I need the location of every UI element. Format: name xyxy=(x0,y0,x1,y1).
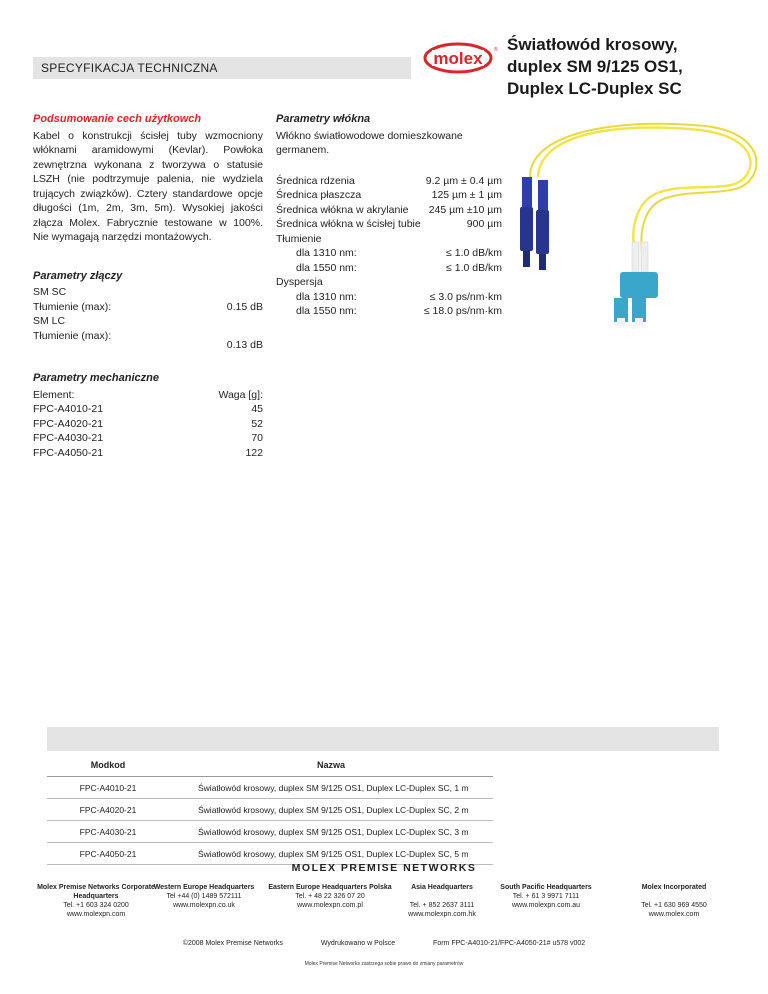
lc-label: SM LC xyxy=(33,315,66,327)
fiber-row xyxy=(276,217,502,232)
fiber-row xyxy=(276,174,502,189)
office-name: South Pacific Headquarters xyxy=(500,884,592,891)
fiber-row xyxy=(276,304,502,319)
param-label: dla 1310 nm: xyxy=(296,290,357,303)
mechanical-title: Parametry mechaniczne xyxy=(33,372,159,384)
param-value: ≤ 1.0 dB/km xyxy=(446,261,502,274)
office-name: Eastern Europe Headquarters Polska xyxy=(268,884,392,891)
office-web[interactable]: www.molexpn.com xyxy=(66,911,126,918)
title-line-3: Duplex LC-Duplex SC xyxy=(507,79,682,98)
sc-loss-value: 0.15 dB xyxy=(226,300,263,313)
spec-bar xyxy=(33,57,411,79)
mech-element: FPC-A4010-21 xyxy=(33,403,104,415)
mech-element: FPC-A4020-21 xyxy=(33,417,104,430)
col-code-header: Modkod xyxy=(47,754,169,777)
mech-weight: 45 xyxy=(251,403,263,415)
office-block xyxy=(382,883,502,919)
param-value: ≤ 18.0 ps/nm·km xyxy=(423,305,502,317)
param-label: Średnica rdzenia xyxy=(276,174,355,187)
parts-table xyxy=(47,754,493,865)
mech-weight: 52 xyxy=(251,417,263,430)
fiber-title: Parametry włókna xyxy=(276,113,371,125)
part-name: Światłowód krosowy, duplex SM 9/125 OS1, Duplex LC-Duplex SC, 1 m xyxy=(169,777,493,799)
title-line-1: Światłowód krosowy, xyxy=(507,35,678,54)
fiber-row xyxy=(276,261,502,276)
mechanical-row xyxy=(33,446,263,461)
param-value: 900 µm xyxy=(466,218,502,230)
office-web[interactable]: www.molexpn.co.uk xyxy=(173,902,235,909)
office-name: Asia Headquarters xyxy=(411,884,473,891)
section-band xyxy=(47,727,719,751)
part-name: Światłowód krosowy, duplex SM 9/125 OS1, Duplex LC-Duplex SC, 3 m xyxy=(169,821,493,843)
table-row xyxy=(47,799,493,821)
sc-loss-row xyxy=(33,300,263,315)
fiber-column xyxy=(276,112,502,319)
patch-cord-image xyxy=(500,122,762,332)
lc-loss-label: Tłumienie (max): xyxy=(33,329,112,342)
fiber-row xyxy=(276,290,502,305)
office-web[interactable]: www.molex.com xyxy=(648,911,700,918)
footer-note: Molex Premise Networks zastrzega sobie prawo do zmiany parametrów xyxy=(304,961,464,967)
office-tel: Tel. + 61 3 9971 7111 xyxy=(512,893,580,900)
footer-title: MOLEX PREMISE NETWORKS xyxy=(291,862,477,874)
spec-label: SPECYFIKACJA TECHNICZNA xyxy=(41,61,218,75)
part-code: FPC-A4010-21 xyxy=(47,777,169,799)
mechanical-row xyxy=(33,417,263,432)
param-value: 9.2 µm ± 0.4 µm xyxy=(425,174,502,187)
element-header: Element: xyxy=(33,388,75,401)
fiber-row xyxy=(276,246,502,261)
summary-title: Podsumowanie cech użytkowch xyxy=(33,113,202,125)
office-block xyxy=(614,883,734,919)
param-label: dla 1310 nm: xyxy=(296,247,357,259)
connectors-title: Parametry złączy xyxy=(33,269,123,282)
svg-text:®: ® xyxy=(494,47,498,53)
office-web[interactable]: www.molexpn.com.pl xyxy=(297,902,363,909)
param-value: ≤ 1.0 dB/km xyxy=(446,247,502,259)
office-block xyxy=(144,883,264,910)
mechanical-header xyxy=(33,388,263,403)
table-header-row xyxy=(47,754,493,777)
mechanical-row xyxy=(33,402,263,417)
mech-weight: 70 xyxy=(251,432,263,444)
form-number: Form FPC-A4010-21/FPC-A4050-21# u578 v002 xyxy=(433,940,586,947)
office-tel: Tel. + 48 22 326 07 20 xyxy=(295,893,365,900)
fiber-row xyxy=(276,203,502,218)
part-name: Światłowód krosowy, duplex SM 9/125 OS1, Duplex LC-Duplex SC, 2 m xyxy=(169,799,493,821)
attenuation-label: Tłumienie xyxy=(276,232,322,245)
fiber-subtitle: Włókno światłowodowe domieszkowane germanem. xyxy=(276,129,463,156)
param-value: 125 µm ± 1 µm xyxy=(431,189,502,201)
molex-logo xyxy=(422,41,500,75)
product-title xyxy=(507,34,757,100)
param-label: Średnica włókna w akrylanie xyxy=(276,203,409,216)
mech-element: FPC-A4050-21 xyxy=(33,446,104,459)
office-name: Molex Incorporated xyxy=(641,884,707,891)
office-tel: Tel. +1 630 969 4550 xyxy=(641,902,707,909)
copyright: ©2008 Molex Premise Networks xyxy=(182,940,283,947)
fiber-row xyxy=(276,188,502,203)
mech-element: FPC-A4030-21 xyxy=(33,432,104,444)
office-block xyxy=(496,883,596,910)
weight-header: Waga [g]: xyxy=(218,388,263,401)
sc-loss-label: Tłumienie (max): xyxy=(33,300,112,313)
office-name: Molex Premise Networks Corporate Headquarters xyxy=(37,884,155,900)
lc-loss-row xyxy=(33,329,263,351)
mech-weight: 122 xyxy=(245,446,263,459)
footer-bottom xyxy=(0,940,768,947)
param-label: Średnica włókna w ścisłej tubie xyxy=(276,218,421,230)
mechanical-row xyxy=(33,431,263,446)
office-block xyxy=(36,883,156,919)
title-line-2: duplex SM 9/125 OS1, xyxy=(507,57,683,76)
table-row xyxy=(47,821,493,843)
office-web[interactable]: www.molexpn.com.hk xyxy=(408,911,476,918)
summary-text: Kabel o konstrukcji ścisłej tuby wzmocniony włóknami aramidowymi (Kevlar). Powłoka zewnętrzna wykonana z tworzywa o statusie LSZH (nie podtrzymuje palenia, nie wydziela trujących związków). Cztery standardowe opcje długości (1m, 2m, 3m, 5m). Wysokiej jakości złącza Molex. Fabrycznie testowane w 100%. Nie wymagają narzędzi montażowych. xyxy=(33,129,263,243)
printed-in: Wydrukowano w Polsce xyxy=(320,940,396,947)
param-label: dla 1550 nm: xyxy=(296,305,357,317)
left-column xyxy=(33,112,263,460)
part-code: FPC-A4050-21 xyxy=(47,843,169,865)
part-code: FPC-A4020-21 xyxy=(47,799,169,821)
office-tel: Tel. +1 603 324 0200 xyxy=(63,902,129,909)
part-name: Światłowód krosowy, duplex SM 9/125 OS1, Duplex LC-Duplex SC, 5 m xyxy=(169,843,493,865)
param-label: Średnica płaszcza xyxy=(276,189,362,201)
param-label: dla 1550 nm: xyxy=(296,261,357,274)
col-name-header: Nazwa xyxy=(169,754,493,777)
param-value: ≤ 3.0 ps/nm·km xyxy=(429,290,502,303)
office-tel: Tel. + 852 2637 3111 xyxy=(409,902,475,909)
part-code: FPC-A4030-21 xyxy=(47,821,169,843)
office-web[interactable]: www.molexpn.com.au xyxy=(511,902,581,909)
dispersion-label: Dyspersja xyxy=(276,276,323,288)
table-row xyxy=(47,777,493,799)
sc-label: SM SC xyxy=(33,286,67,298)
lc-loss-value: 0.13 dB xyxy=(226,338,263,351)
office-tel: Tel +44 (0) 1489 572111 xyxy=(166,893,242,900)
office-name: Western Europe Headquarters xyxy=(153,884,255,891)
office-block xyxy=(264,883,396,910)
param-value: 245 µm ±10 µm xyxy=(428,203,502,216)
logo-text: molex xyxy=(433,49,483,68)
